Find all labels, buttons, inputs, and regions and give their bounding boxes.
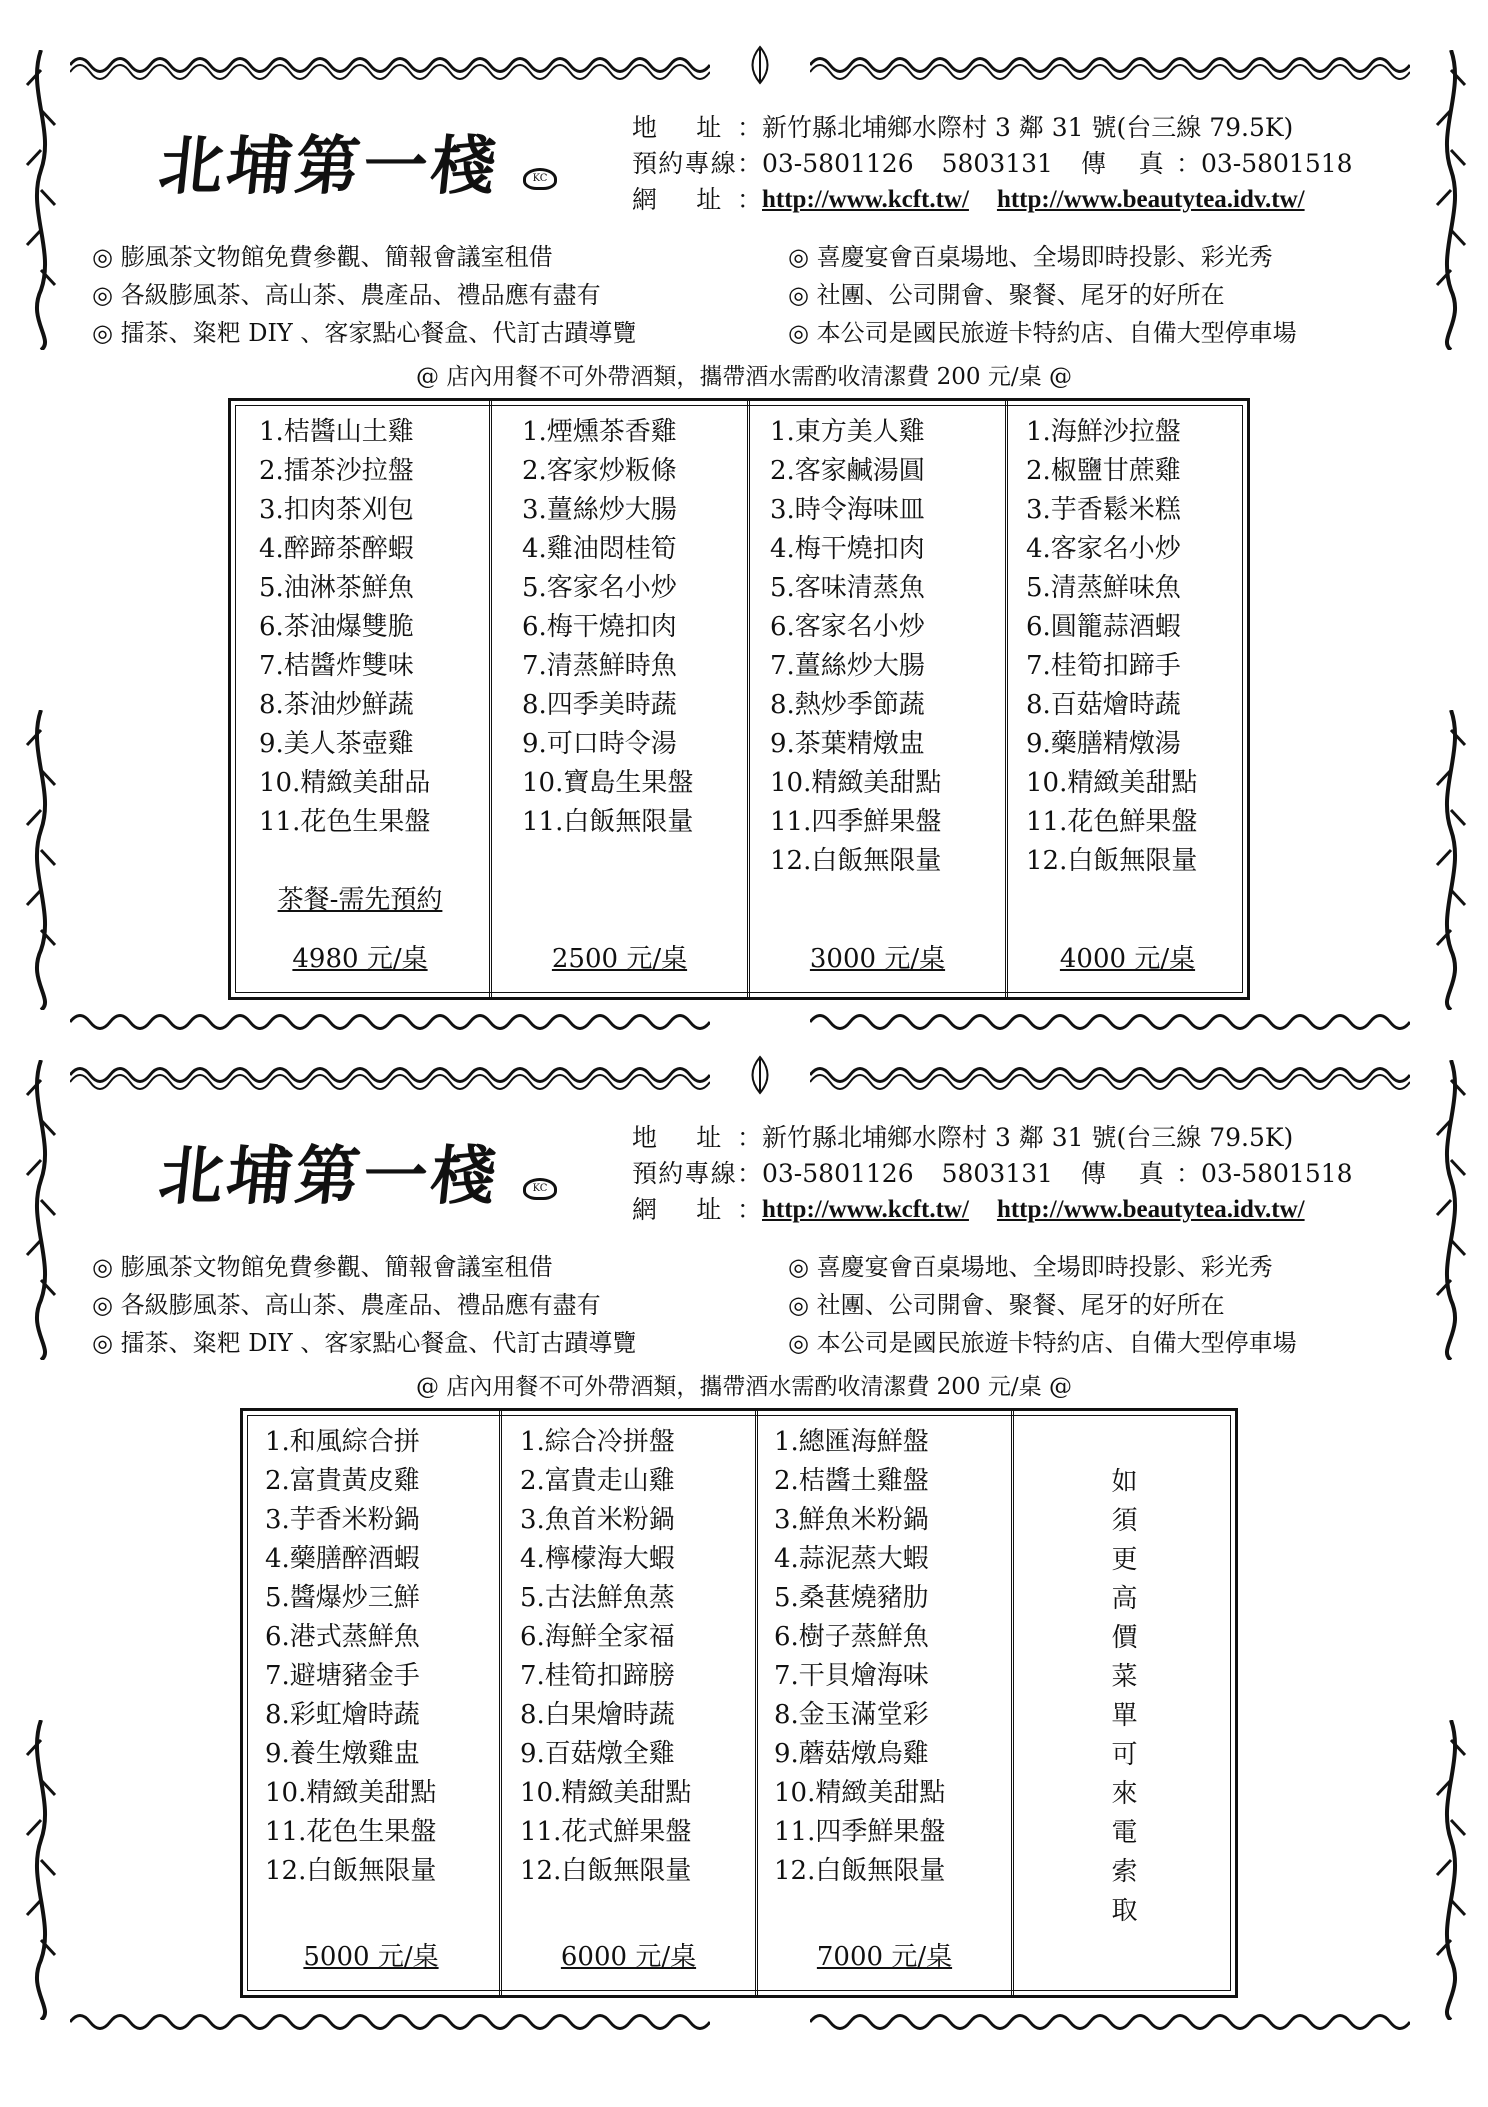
dish-item: 6.港式蒸鮮魚 [265, 1622, 420, 1652]
ornament-border-top [70, 48, 1410, 82]
dish-item: 9.藥膳精燉湯 [1026, 729, 1181, 759]
dish-item: 7.避塘豬金手 [265, 1661, 420, 1691]
dish-item: 6.樹子蒸鮮魚 [774, 1622, 929, 1652]
contact-info [632, 1120, 1353, 1228]
dish-item: 8.金玉滿堂彩 [774, 1700, 929, 1730]
left-ornament [22, 50, 60, 350]
feature-item: ◎ 擂茶、粢粑 DIY 、客家點心餐盒、代訂古蹟導覽 [92, 319, 637, 347]
note-char: 電 [1111, 1818, 1138, 1848]
features-left [92, 1248, 636, 1362]
fax: 03-5801518 [1200, 149, 1353, 178]
dish-item: 5.油淋茶鮮魚 [259, 573, 414, 603]
right-ornament [1432, 1720, 1470, 2020]
dish-item: 8.白果燴時蔬 [520, 1700, 675, 1730]
feature-item: ◎ 擂茶、粢粑 DIY 、客家點心餐盒、代訂古蹟導覽 [92, 1329, 637, 1357]
dish-item: 10.精緻美甜點 [520, 1778, 692, 1808]
price: 7000 元/桌 [816, 1942, 953, 1972]
dish-item: 1.總匯海鮮盤 [774, 1427, 929, 1457]
feature-item: ◎ 各級膨風茶、高山茶、農產品、禮品應有盡有 [92, 1291, 601, 1319]
leaf-icon [740, 45, 780, 85]
fax: 03-5801518 [1200, 1159, 1353, 1188]
dish-item: 2.擂茶沙拉盤 [259, 456, 414, 486]
phone-2: 5803131 [941, 1159, 1053, 1188]
right-ornament [1432, 50, 1470, 350]
address-label: 地 址： [632, 113, 762, 142]
website-link-1[interactable]: http://www.kcft.tw/ [762, 1196, 969, 1223]
dish-item: 4.客家名小炒 [1026, 534, 1181, 564]
set-menu-table [240, 1408, 1238, 1998]
alcohol-notice: @ 店內用餐不可外帶酒類，攜帶酒水需酌收清潔費 200 元/桌 @ [416, 364, 1072, 390]
phone-2: 5803131 [941, 149, 1053, 178]
address-label: 地 址： [632, 1123, 762, 1152]
set-menu-column [755, 1411, 1011, 1995]
dish-item: 5.醬爆炒三鮮 [265, 1583, 420, 1613]
dish-item: 4.雞油悶桂筍 [522, 534, 677, 564]
dish-item: 6.客家名小炒 [770, 612, 925, 642]
web-label: 網 址： [632, 1195, 762, 1224]
dish-item: 11.花色鮮果盤 [1026, 807, 1198, 837]
dish-item: 1.海鮮沙拉盤 [1026, 417, 1181, 447]
left-ornament [22, 710, 60, 1010]
dish-item: 11.白飯無限量 [522, 807, 694, 837]
fax-label: 傳 真： [1080, 149, 1201, 178]
web-label: 網 址： [632, 185, 762, 214]
dish-item: 1.煙燻茶香雞 [522, 417, 677, 447]
note-char: 可 [1111, 1740, 1138, 1770]
dish-item: 8.熱炒季節蔬 [770, 690, 925, 720]
dish-item: 3.薑絲炒大腸 [522, 495, 677, 525]
price: 5000 元/桌 [303, 1942, 439, 1972]
dish-item: 10.精緻美甜點 [1026, 768, 1198, 798]
feature-item: ◎ 喜慶宴會百桌場地、全場即時投影、彩光秀 [788, 243, 1273, 271]
dish-item: 1.東方美人雞 [770, 417, 925, 447]
website-link-1[interactable]: http://www.kcft.tw/ [762, 186, 969, 213]
dish-item: 3.扣肉茶刈包 [259, 495, 414, 525]
set-menu-column [243, 1411, 499, 1995]
menu-sheet-2 [0, 1030, 1488, 2050]
left-ornament [22, 1720, 60, 2020]
feature-item: ◎ 社團、公司開會、聚餐、尾牙的好所在 [788, 1291, 1225, 1319]
dish-item: 12.白飯無限量 [770, 846, 942, 876]
note-char: 菜 [1111, 1662, 1138, 1692]
note-char: 價 [1111, 1623, 1138, 1653]
dish-item: 9.茶葉精燉盅 [770, 729, 925, 759]
dish-item: 3.芋香鬆米糕 [1026, 495, 1181, 525]
right-ornament [1432, 710, 1470, 1010]
dish-item: 8.茶油炒鮮蔬 [259, 690, 414, 720]
website-link-2[interactable]: http://www.beautytea.idv.tw/ [996, 186, 1305, 213]
dish-item: 12.白飯無限量 [520, 1856, 692, 1886]
feature-item: ◎ 本公司是國民旅遊卡特約店、自備大型停車場 [788, 319, 1297, 347]
phone-1: 03-5801126 [762, 149, 914, 178]
price: 4000 元/桌 [1059, 944, 1196, 974]
dish-item: 6.茶油爆雙脆 [259, 612, 414, 642]
dish-item: 9.美人茶壺雞 [259, 729, 414, 759]
dish-item: 12.白飯無限量 [265, 1856, 437, 1886]
dish-item: 9.百菇燉全雞 [520, 1739, 675, 1769]
logo-badge: KC [523, 168, 557, 190]
dish-item: 5.桑葚燒豬肋 [774, 1583, 929, 1613]
dish-item: 10.精緻美甜品 [259, 768, 431, 798]
set-menu-column [489, 401, 747, 997]
left-ornament [22, 1060, 60, 1360]
leaf-icon [740, 1055, 780, 1095]
feature-item: ◎ 社團、公司開會、聚餐、尾牙的好所在 [788, 281, 1225, 309]
set-menu-table [228, 398, 1250, 1000]
dish-item: 1.桔醬山土雞 [259, 417, 414, 447]
higher-price-note-column [1011, 1411, 1235, 1995]
dish-item: 3.魚首米粉鍋 [520, 1505, 675, 1535]
feature-item: ◎ 膨風茶文物館免費參觀、簡報會議室租借 [92, 243, 553, 271]
dish-item: 11.四季鮮果盤 [774, 1817, 946, 1847]
dish-item: 4.藥膳醉酒蝦 [265, 1544, 420, 1574]
restaurant-logo: 北埔第一棧 [155, 1139, 504, 1214]
note-char: 如 [1111, 1467, 1138, 1497]
feature-item: ◎ 本公司是國民旅遊卡特約店、自備大型停車場 [788, 1329, 1297, 1357]
set-menu-column [1005, 401, 1247, 997]
set-menu-column [747, 401, 1005, 997]
dish-item: 8.四季美時蔬 [522, 690, 677, 720]
note-char: 更 [1111, 1545, 1138, 1575]
dish-item: 10.精緻美甜點 [774, 1778, 946, 1808]
dish-item: 5.古法鮮魚蒸 [520, 1583, 675, 1613]
price: 4980 元/桌 [292, 944, 428, 974]
note-char: 索 [1111, 1857, 1138, 1887]
set-menu-column [499, 1411, 755, 1995]
note-char: 高 [1111, 1584, 1138, 1614]
note-char: 單 [1111, 1701, 1138, 1731]
dish-item: 7.桂筍扣蹄膀 [520, 1661, 675, 1691]
right-ornament [1432, 1060, 1470, 1360]
features-left [92, 238, 636, 352]
phone-label: 預約專線： [632, 1159, 762, 1188]
website-link-2[interactable]: http://www.beautytea.idv.tw/ [996, 1196, 1305, 1223]
dish-item: 4.蒜泥蒸大蝦 [774, 1544, 929, 1574]
price: 2500 元/桌 [551, 944, 688, 974]
dish-item: 8.彩虹燴時蔬 [265, 1700, 420, 1730]
set-menu-column [231, 401, 489, 997]
dish-item: 3.芋香米粉鍋 [265, 1505, 420, 1535]
dish-item: 7.干貝燴海味 [774, 1661, 929, 1691]
dish-item: 2.桔醬土雞盤 [774, 1466, 929, 1496]
dish-item: 11.花色生果盤 [259, 807, 431, 837]
dish-item: 1.和風綜合拼 [265, 1427, 420, 1457]
phone-1: 03-5801126 [762, 1159, 914, 1188]
dish-item: 7.薑絲炒大腸 [770, 651, 925, 681]
feature-item: ◎ 喜慶宴會百桌場地、全場即時投影、彩光秀 [788, 1253, 1273, 1281]
feature-item: ◎ 各級膨風茶、高山茶、農產品、禮品應有盡有 [92, 281, 601, 309]
dish-item: 2.椒鹽甘蔗雞 [1026, 456, 1181, 486]
ornament-border-bottom [70, 2005, 1410, 2039]
dish-item: 8.百菇燴時蔬 [1026, 690, 1181, 720]
dish-item: 2.客家鹹湯圓 [770, 456, 925, 486]
dish-item: 11.花式鮮果盤 [520, 1817, 692, 1847]
dish-item: 5.清蒸鮮味魚 [1026, 573, 1181, 603]
dish-item: 9.蘑菇燉烏雞 [774, 1739, 929, 1769]
dish-item: 9.養生燉雞盅 [265, 1739, 420, 1769]
price: 3000 元/桌 [809, 944, 946, 974]
note-char: 來 [1111, 1779, 1138, 1809]
dish-item: 10.寶島生果盤 [522, 768, 694, 798]
fax-label: 傳 真： [1080, 1159, 1201, 1188]
dish-item: 5.客味清蒸魚 [770, 573, 925, 603]
higher-price-note [1014, 1463, 1235, 1931]
restaurant-logo: 北埔第一棧 [155, 129, 504, 204]
dish-item: 7.桂筍扣蹄手 [1026, 651, 1181, 681]
note-char: 須 [1111, 1506, 1138, 1536]
logo-badge: KC [523, 1178, 557, 1200]
dish-item: 10.精緻美甜點 [770, 768, 942, 798]
dish-item: 7.清蒸鮮時魚 [522, 651, 677, 681]
dish-item: 11.花色生果盤 [265, 1817, 437, 1847]
dish-item: 3.時令海味皿 [770, 495, 925, 525]
alcohol-notice: @ 店內用餐不可外帶酒類，攜帶酒水需酌收清潔費 200 元/桌 @ [416, 1374, 1072, 1400]
note-char: 取 [1111, 1896, 1138, 1926]
address: 新竹縣北埔鄉水際村 3 鄰 31 號(台三線 79.5K) [762, 1123, 1294, 1152]
dish-item: 2.富貴走山雞 [520, 1466, 675, 1496]
dish-item: 12.白飯無限量 [1026, 846, 1198, 876]
dish-item: 6.圓籠蒜酒蝦 [1026, 612, 1181, 642]
contact-info [632, 110, 1353, 218]
dish-item: 7.桔醬炸雙味 [259, 651, 414, 681]
menu-sheet-1 [0, 20, 1488, 1040]
price: 6000 元/桌 [560, 1942, 697, 1972]
dish-item: 6.梅干燒扣肉 [522, 612, 677, 642]
address: 新竹縣北埔鄉水際村 3 鄰 31 號(台三線 79.5K) [762, 113, 1294, 142]
feature-item: ◎ 膨風茶文物館免費參觀、簡報會議室租借 [92, 1253, 553, 1281]
dish-item: 4.醉蹄茶醉蝦 [259, 534, 414, 564]
dish-item: 4.檸檬海大蝦 [520, 1544, 675, 1574]
dish-item: 10.精緻美甜點 [265, 1778, 437, 1808]
dish-item: 1.綜合冷拼盤 [520, 1427, 675, 1457]
dish-item: 6.海鮮全家福 [520, 1622, 675, 1652]
dish-item: 2.富貴黃皮雞 [265, 1466, 420, 1496]
features-right [788, 238, 1297, 352]
dish-item: 3.鮮魚米粉鍋 [774, 1505, 929, 1535]
dish-item: 11.四季鮮果盤 [770, 807, 942, 837]
dish-item: 9.可口時令湯 [522, 729, 677, 759]
dish-item: 12.白飯無限量 [774, 1856, 946, 1886]
features-right [788, 1248, 1297, 1362]
dish-item: 4.梅干燒扣肉 [770, 534, 925, 564]
reservation-note: 茶餐-需先預約 [277, 885, 443, 915]
dish-item: 2.客家炒粄條 [522, 456, 677, 486]
dish-item: 5.客家名小炒 [522, 573, 677, 603]
phone-label: 預約專線： [632, 149, 762, 178]
ornament-border-top [70, 1058, 1410, 1092]
